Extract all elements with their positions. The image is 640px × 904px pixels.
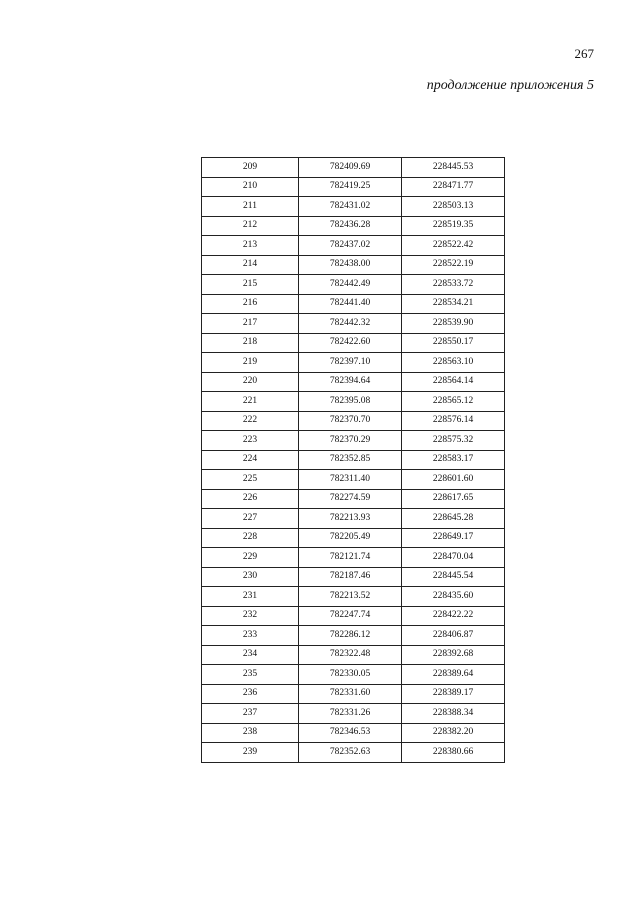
point-number-cell: 224 (202, 450, 299, 470)
coordinates-table (201, 157, 505, 763)
table-row (202, 489, 505, 509)
page-number: 267 (574, 46, 594, 61)
point-number-cell: 219 (202, 353, 299, 373)
x-coordinate-cell: 782394.64 (299, 372, 402, 392)
x-coordinate-cell: 782431.02 (299, 197, 402, 217)
point-number-cell: 222 (202, 411, 299, 431)
point-number-cell: 239 (202, 743, 299, 763)
y-coordinate-cell: 228565.12 (402, 392, 505, 412)
table-row (202, 197, 505, 217)
table-row (202, 353, 505, 373)
y-coordinate-cell: 228445.53 (402, 158, 505, 178)
point-number-cell: 220 (202, 372, 299, 392)
y-coordinate-cell: 228382.20 (402, 723, 505, 743)
x-coordinate-cell: 782352.85 (299, 450, 402, 470)
point-number-cell: 217 (202, 314, 299, 334)
point-number-cell: 213 (202, 236, 299, 256)
point-number-cell: 230 (202, 567, 299, 587)
table-row (202, 372, 505, 392)
y-coordinate-cell: 228388.34 (402, 704, 505, 724)
table-row (202, 333, 505, 353)
table-row (202, 470, 505, 490)
x-coordinate-cell: 782205.49 (299, 528, 402, 548)
x-coordinate-cell: 782442.32 (299, 314, 402, 334)
point-number-cell: 218 (202, 333, 299, 353)
point-number-cell: 223 (202, 431, 299, 451)
point-number-cell: 229 (202, 548, 299, 568)
y-coordinate-cell: 228522.19 (402, 255, 505, 275)
point-number-cell: 211 (202, 197, 299, 217)
y-coordinate-cell: 228422.22 (402, 606, 505, 626)
y-coordinate-cell: 228406.87 (402, 626, 505, 646)
y-coordinate-cell: 228539.90 (402, 314, 505, 334)
table-row (202, 743, 505, 763)
y-coordinate-cell: 228534.21 (402, 294, 505, 314)
x-coordinate-cell: 782213.93 (299, 509, 402, 529)
y-coordinate-cell: 228533.72 (402, 275, 505, 295)
x-coordinate-cell: 782436.28 (299, 216, 402, 236)
x-coordinate-cell: 782422.60 (299, 333, 402, 353)
x-coordinate-cell: 782322.48 (299, 645, 402, 665)
x-coordinate-cell: 782213.52 (299, 587, 402, 607)
point-number-cell: 214 (202, 255, 299, 275)
y-coordinate-cell: 228389.17 (402, 684, 505, 704)
y-coordinate-cell: 228563.10 (402, 353, 505, 373)
x-coordinate-cell: 782286.12 (299, 626, 402, 646)
table-row (202, 431, 505, 451)
point-number-cell: 212 (202, 216, 299, 236)
point-number-cell: 234 (202, 645, 299, 665)
table-row (202, 275, 505, 295)
table-row (202, 723, 505, 743)
x-coordinate-cell: 782274.59 (299, 489, 402, 509)
y-coordinate-cell: 228564.14 (402, 372, 505, 392)
x-coordinate-cell: 782187.46 (299, 567, 402, 587)
table-row (202, 645, 505, 665)
table-row (202, 587, 505, 607)
point-number-cell: 221 (202, 392, 299, 412)
table-row (202, 294, 505, 314)
table-row (202, 626, 505, 646)
table-row (202, 704, 505, 724)
x-coordinate-cell: 782311.40 (299, 470, 402, 490)
table-row (202, 411, 505, 431)
x-coordinate-cell: 782121.74 (299, 548, 402, 568)
table-row (202, 158, 505, 178)
point-number-cell: 215 (202, 275, 299, 295)
y-coordinate-cell: 228471.77 (402, 177, 505, 197)
table-row (202, 509, 505, 529)
x-coordinate-cell: 782330.05 (299, 665, 402, 685)
table-row (202, 606, 505, 626)
point-number-cell: 238 (202, 723, 299, 743)
coordinates-table-body (202, 158, 505, 763)
point-number-cell: 237 (202, 704, 299, 724)
x-coordinate-cell: 782441.40 (299, 294, 402, 314)
y-coordinate-cell: 228575.32 (402, 431, 505, 451)
y-coordinate-cell: 228392.68 (402, 645, 505, 665)
point-number-cell: 236 (202, 684, 299, 704)
table-row (202, 665, 505, 685)
x-coordinate-cell: 782442.49 (299, 275, 402, 295)
y-coordinate-cell: 228503.13 (402, 197, 505, 217)
x-coordinate-cell: 782370.29 (299, 431, 402, 451)
y-coordinate-cell: 228649.17 (402, 528, 505, 548)
y-coordinate-cell: 228576.14 (402, 411, 505, 431)
point-number-cell: 209 (202, 158, 299, 178)
point-number-cell: 210 (202, 177, 299, 197)
point-number-cell: 225 (202, 470, 299, 490)
point-number-cell: 226 (202, 489, 299, 509)
point-number-cell: 232 (202, 606, 299, 626)
y-coordinate-cell: 228470.04 (402, 548, 505, 568)
table-row (202, 548, 505, 568)
y-coordinate-cell: 228550.17 (402, 333, 505, 353)
x-coordinate-cell: 782247.74 (299, 606, 402, 626)
y-coordinate-cell: 228617.65 (402, 489, 505, 509)
point-number-cell: 231 (202, 587, 299, 607)
table-row (202, 392, 505, 412)
x-coordinate-cell: 782419.25 (299, 177, 402, 197)
point-number-cell: 216 (202, 294, 299, 314)
point-number-cell: 233 (202, 626, 299, 646)
x-coordinate-cell: 782346.53 (299, 723, 402, 743)
y-coordinate-cell: 228389.64 (402, 665, 505, 685)
point-number-cell: 235 (202, 665, 299, 685)
y-coordinate-cell: 228522.42 (402, 236, 505, 256)
y-coordinate-cell: 228583.17 (402, 450, 505, 470)
table-row (202, 216, 505, 236)
table-row (202, 314, 505, 334)
table-row (202, 255, 505, 275)
x-coordinate-cell: 782438.00 (299, 255, 402, 275)
y-coordinate-cell: 228435.60 (402, 587, 505, 607)
x-coordinate-cell: 782437.02 (299, 236, 402, 256)
x-coordinate-cell: 782331.26 (299, 704, 402, 724)
x-coordinate-cell: 782395.08 (299, 392, 402, 412)
y-coordinate-cell: 228601.60 (402, 470, 505, 490)
y-coordinate-cell: 228380.66 (402, 743, 505, 763)
table-row (202, 528, 505, 548)
table-row (202, 177, 505, 197)
x-coordinate-cell: 782370.70 (299, 411, 402, 431)
point-number-cell: 227 (202, 509, 299, 529)
table-row (202, 567, 505, 587)
table-row (202, 684, 505, 704)
y-coordinate-cell: 228519.35 (402, 216, 505, 236)
x-coordinate-cell: 782397.10 (299, 353, 402, 373)
table-row (202, 236, 505, 256)
x-coordinate-cell: 782409.69 (299, 158, 402, 178)
x-coordinate-cell: 782352.63 (299, 743, 402, 763)
appendix-caption: продолжение приложения 5 (426, 78, 594, 93)
table-row (202, 450, 505, 470)
y-coordinate-cell: 228645.28 (402, 509, 505, 529)
x-coordinate-cell: 782331.60 (299, 684, 402, 704)
y-coordinate-cell: 228445.54 (402, 567, 505, 587)
point-number-cell: 228 (202, 528, 299, 548)
